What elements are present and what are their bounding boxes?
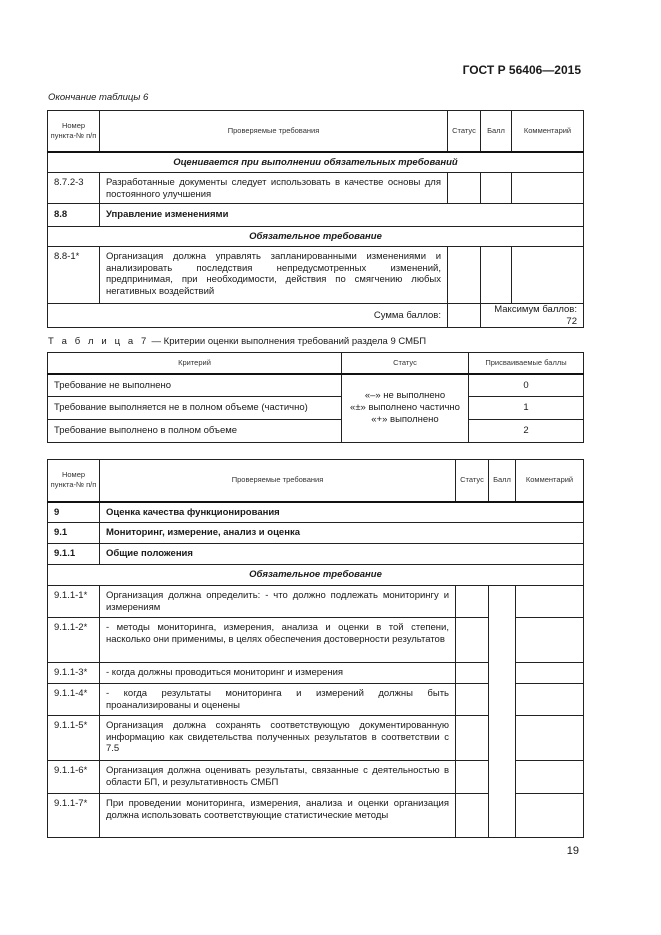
- th-comment: Комментарий: [512, 111, 584, 152]
- comment-cell: [516, 586, 584, 618]
- status-cell: [448, 247, 481, 304]
- table-row: [48, 420, 584, 443]
- comment-cell: [516, 794, 584, 838]
- th-num: Номер пункта-№ п/п: [48, 460, 100, 502]
- item-number: 8.7.2-3: [48, 173, 100, 204]
- table-7: [47, 352, 584, 443]
- status-cell: [448, 173, 481, 204]
- table-row: [48, 374, 584, 397]
- item-number: 9.1.1-4*: [48, 684, 100, 716]
- page-number: 19: [566, 845, 579, 857]
- table-row: [48, 586, 584, 618]
- table-7-caption-prefix: Т а б л и ц а 7: [48, 336, 149, 347]
- status-cell: [456, 761, 489, 794]
- item-text: Управление изменениями: [100, 204, 584, 227]
- th-criterion: Критерий: [48, 353, 342, 374]
- score-cell: [481, 247, 512, 304]
- status-cell: [456, 663, 489, 684]
- item-text: - когда должны проводиться мониторинг и измерения: [100, 663, 456, 684]
- score-cell-merged: [489, 586, 516, 838]
- item-number: 9.1.1-6*: [48, 761, 100, 794]
- item-text: Мониторинг, измерение, анализ и оценка: [100, 523, 584, 544]
- comment-cell: [512, 247, 584, 304]
- item-number: 9: [48, 502, 100, 523]
- item-text: - когда результаты мониторинга и измерений должны быть проанализированы и оценены: [100, 684, 456, 716]
- sum-label: Сумма баллов:: [48, 304, 448, 328]
- status-legend-line: «+» выполнено: [371, 414, 439, 426]
- criterion-cell: Требование не выполнено: [48, 374, 342, 397]
- section-row: Обязательное требование: [48, 227, 584, 247]
- item-number: 9.1.1-5*: [48, 716, 100, 761]
- document-code: ГОСТ Р 56406—2015: [462, 63, 581, 77]
- table-continuation-label: Окончание таблицы 6: [48, 92, 149, 103]
- th-status: Статус: [448, 111, 481, 152]
- criterion-cell: Требование выполняется не в полном объеме (частично): [48, 397, 342, 420]
- points-cell: 1: [469, 397, 584, 420]
- item-number: 8.8-1*: [48, 247, 100, 304]
- comment-cell: [516, 663, 584, 684]
- th-requirements: Проверяемые требования: [100, 111, 448, 152]
- item-text: Разработанные документы следует использовать в качестве основы для постоянного улучшения: [100, 173, 448, 204]
- table-row: [48, 204, 584, 227]
- th-score: Балл: [481, 111, 512, 152]
- criterion-cell: Требование выполнено в полном объеме: [48, 420, 342, 443]
- comment-cell: [516, 618, 584, 663]
- status-cell: [456, 618, 489, 663]
- table-7-caption: [48, 336, 426, 347]
- comment-cell: [512, 173, 584, 204]
- th-status: Статус: [456, 460, 489, 502]
- table-7-caption-text: — Критерии оценки выполнения требований раздела 9 СМБП: [148, 336, 427, 347]
- table-row: [48, 247, 584, 304]
- table-6-end: [47, 110, 584, 328]
- item-number: 9.1.1-1*: [48, 586, 100, 618]
- max-label: Максимум баллов: 72: [481, 304, 584, 328]
- th-points: Присваиваемые баллы: [469, 353, 584, 374]
- item-text: Организация должна оценивать результаты, связанные с деятельностью в области БП, и результативность СМБП: [100, 761, 456, 794]
- item-text: Организация должна сохранять соответствующую документированную информацию как свидетельства полученных результатов в соответствии с 7.5: [100, 716, 456, 761]
- table-8: [47, 459, 584, 838]
- comment-cell: [516, 716, 584, 761]
- score-cell: [481, 173, 512, 204]
- table-row: [48, 397, 584, 420]
- table-row: [48, 544, 584, 565]
- item-number: 9.1.1: [48, 544, 100, 565]
- item-text: Оценка качества функционирования: [100, 502, 584, 523]
- item-text: Организация должна определить: - что должно подлежать мониторингу и измерениям: [100, 586, 456, 618]
- section-row: Оценивается при выполнении обязательных требований: [48, 152, 584, 173]
- status-legend-line: «–» не выполнено: [364, 390, 446, 402]
- th-status: Статус: [342, 353, 469, 374]
- status-legend-line: «±» выполнено частично: [350, 402, 460, 414]
- status-cell: [456, 794, 489, 838]
- th-comment: Комментарий: [516, 460, 584, 502]
- table-row: [48, 502, 584, 523]
- status-legend: [342, 374, 469, 443]
- table-row: [48, 173, 584, 204]
- status-cell: [456, 586, 489, 618]
- status-cell: [456, 716, 489, 761]
- th-score: Балл: [489, 460, 516, 502]
- item-number: 9.1.1-3*: [48, 663, 100, 684]
- item-text: - методы мониторинга, измерения, анализа и оценки в той степени, насколько они применимы, в целях обеспечения достоверности результатов: [100, 618, 456, 663]
- section-row: Обязательное требование: [48, 565, 584, 586]
- comment-cell: [516, 761, 584, 794]
- status-cell: [448, 304, 481, 328]
- status-cell: [456, 684, 489, 716]
- comment-cell: [516, 684, 584, 716]
- th-requirements: Проверяемые требования: [100, 460, 456, 502]
- item-number: 9.1.1-7*: [48, 794, 100, 838]
- item-number: 9.1: [48, 523, 100, 544]
- points-cell: 0: [469, 374, 584, 397]
- points-cell: 2: [469, 420, 584, 443]
- item-number: 9.1.1-2*: [48, 618, 100, 663]
- item-text: Общие положения: [100, 544, 584, 565]
- item-text: Организация должна управлять запланированными изменениями и анализировать последствия непредусмотренных изменений, предпринимая, при необходимости, действия по смягчению любых негативных воздействий: [100, 247, 448, 304]
- table-row: [48, 523, 584, 544]
- item-text: При проведении мониторинга, измерения, анализа и оценки организация должна использовать соответствующие статистические методы: [100, 794, 456, 838]
- item-number: 8.8: [48, 204, 100, 227]
- th-num: Номер пункта-№ п/п: [48, 111, 100, 152]
